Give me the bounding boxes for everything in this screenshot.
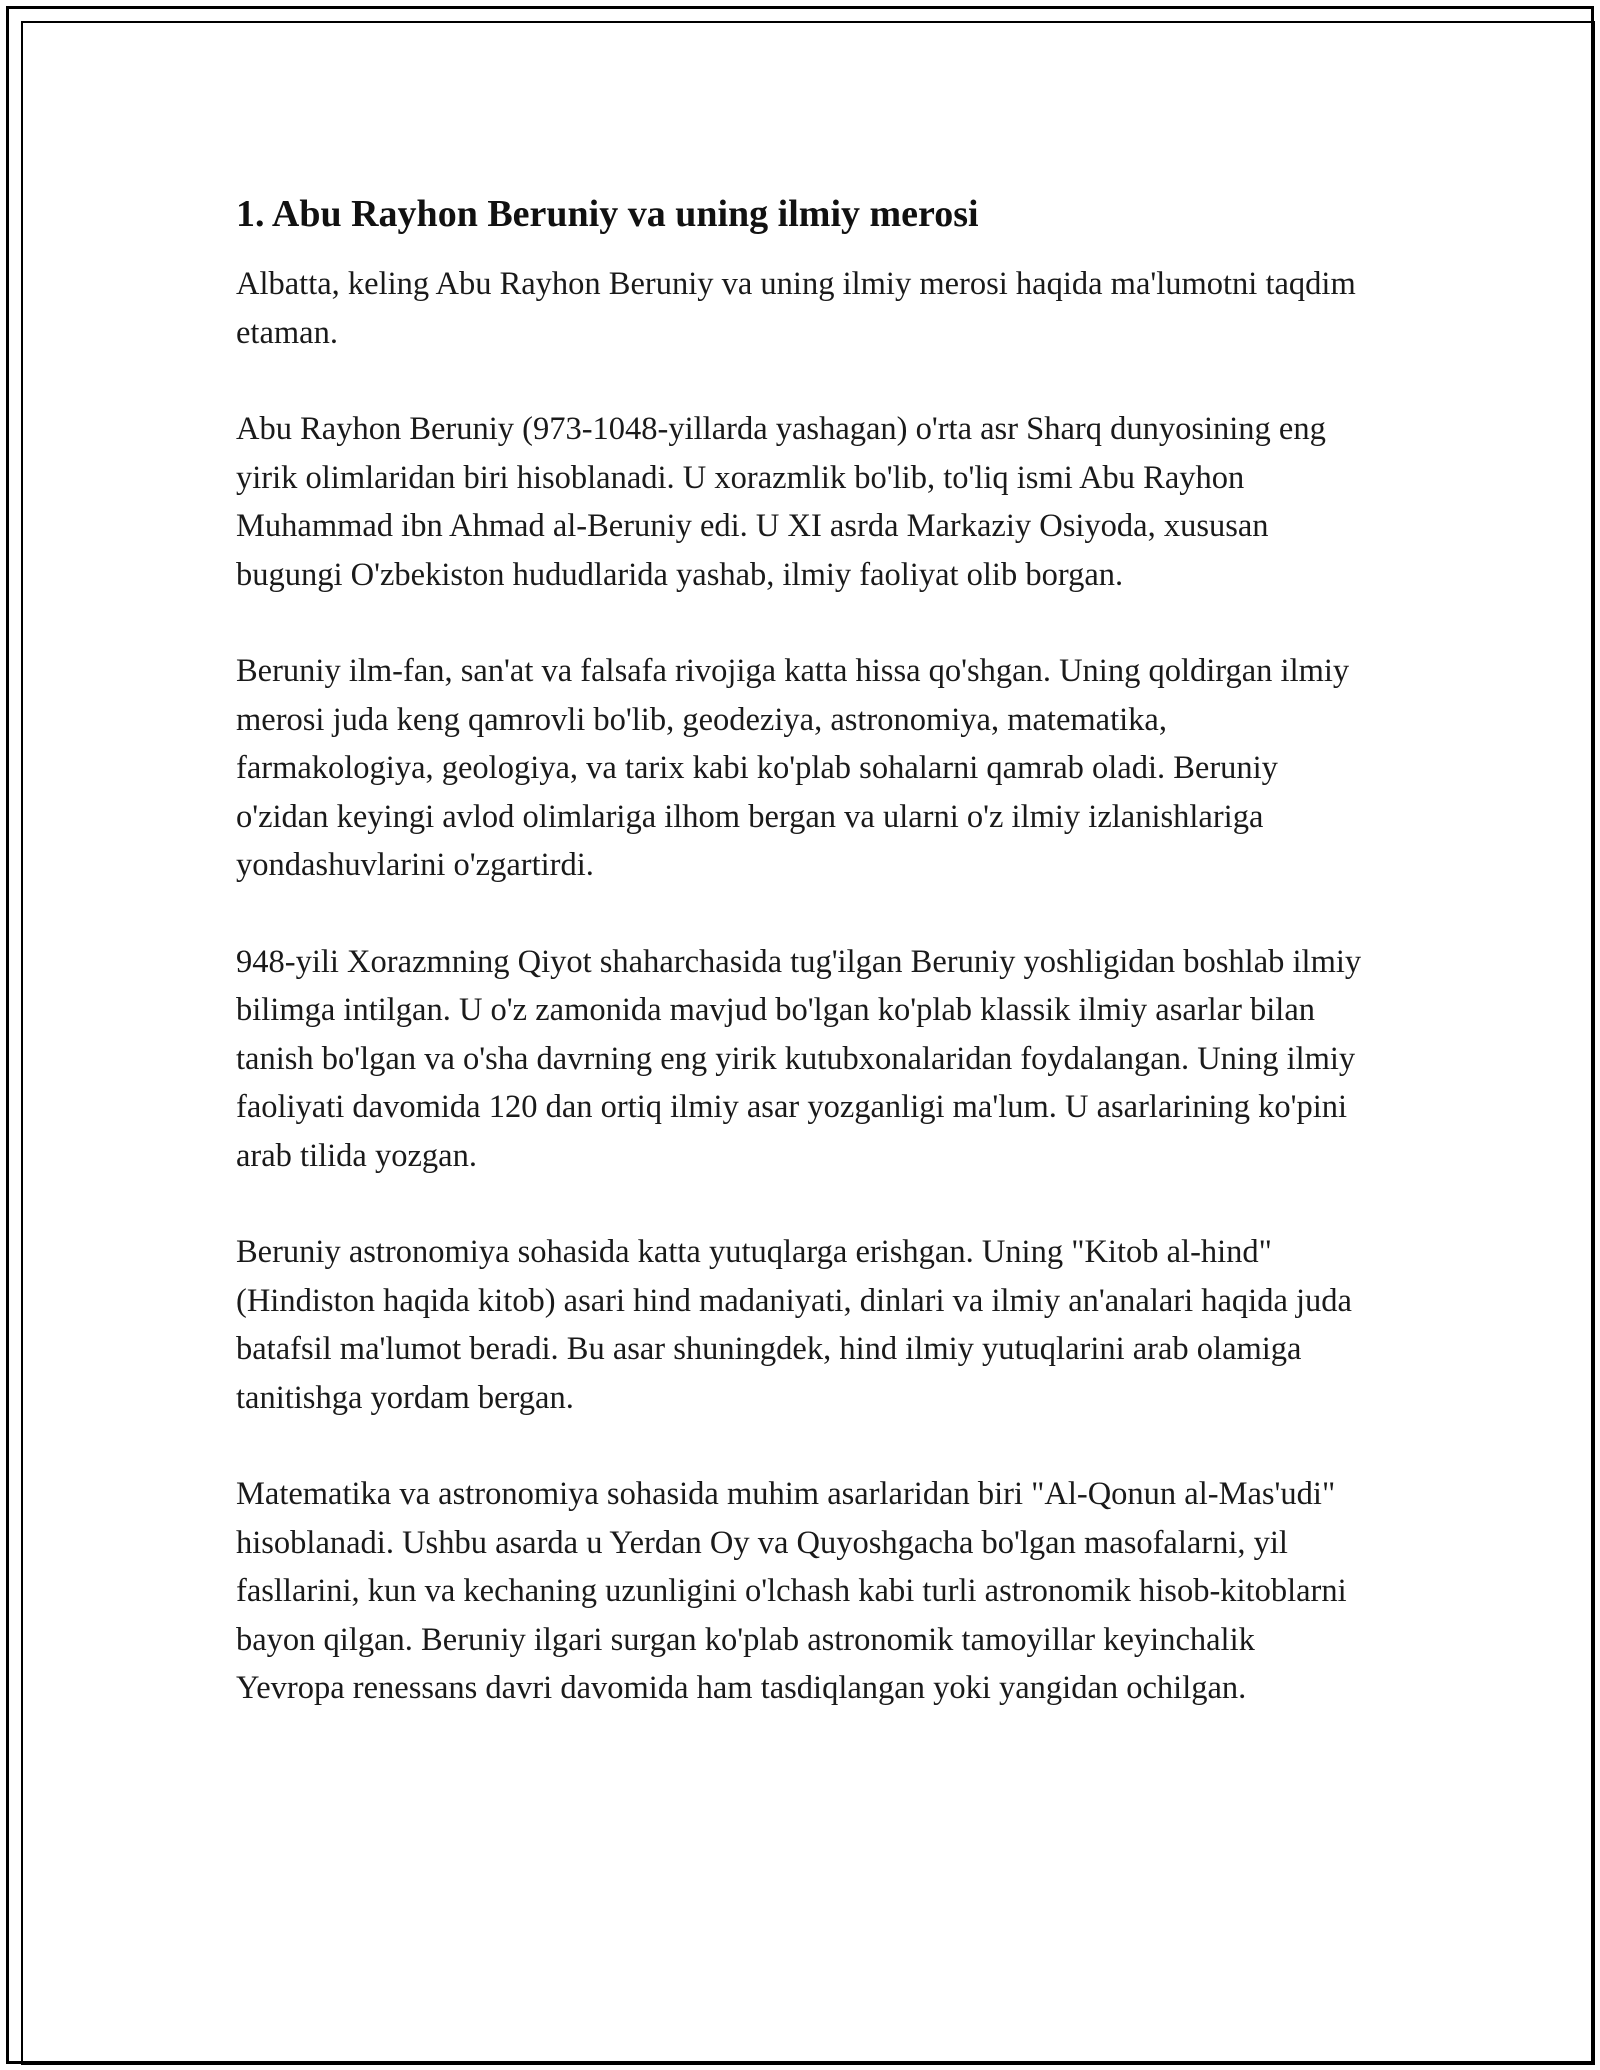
- paragraph-biography: Abu Rayhon Beruniy (973-1048-yillarda yashagan) o'rta asr Sharq dunyosining eng yirik olimlaridan biri hisoblanadi. U xorazmlik bo'lib, to'liq ismi Abu Rayhon Muhammad ibn Ahmad al-Beruniy edi. U XI asrda Markaziy Osiyoda, xususan bugungi O'zbekiston hududlarida yashab, ilmiy faoliyat olib borgan.: [236, 411, 1326, 593]
- paragraph-legacy: Beruniy ilm-fan, san'at va falsafa rivojiga katta hissa qo'shgan. Uning qoldirgan ilmiy merosi juda keng qamrovli bo'lib, geodeziya, astronomiya, matematika, farmakologiya, geologiya, va tarix kabi ko'plab sohalarni qamrab oladi. Beruniy o'zidan keyingi avlod olimlariga ilhom bergan va ularni o'z ilmiy izlanishlariga yondashuvlarini o'zgartirdi.: [236, 653, 1350, 883]
- document-title: 1. Abu Rayhon Beruniy va uning ilmiy merosi: [236, 193, 979, 235]
- paragraph-kitob-al-hind: Beruniy astronomiya sohasida katta yutuqlarga erishgan. Uning "Kitob al-hind" (Hindiston haqida kitob) asari hind madaniyati, dinlari va ilmiy an'analari haqida juda batafsil ma'lumot beradi. Bu asar shuningdek, hind ilmiy yutuqlarini arab olamiga tanitishga yordam bergan.: [236, 1234, 1352, 1416]
- paragraph-intro: Albatta, keling Abu Rayhon Beruniy va uning ilmiy merosi haqida ma'lumotni taqdim etaman.: [236, 266, 1356, 351]
- paragraph-early-life: 948-yili Xorazmning Qiyot shaharchasida tug'ilgan Beruniy yoshligidan boshlab ilmiy bilimga intilgan. U o'z zamonida mavjud bo'lgan ko'plab klassik ilmiy asarlar bilan tanish bo'lgan va o'sha davrning eng yirik kutubxonalaridan foydalangan. Uning ilmiy faoliyati davomida 120 dan ortiq ilmiy asar yozganligi ma'lum. U asarlarining ko'pini arab tilida yozgan.: [236, 943, 1362, 1174]
- paragraph-al-qonun: Matematika va astronomiya sohasida muhim asarlaridan biri "Al-Qonun al-Mas'udi" hisoblanadi. Ushbu asarda u Yerdan Oy va Quyoshgacha bo'lgan masofalarni, yil fasllarini, kun va kechaning uzunligini o'lchash kabi turli astronomik hisob-kitoblarni bayon qilgan. Beruniy ilgari surgan ko'plab astronomik tamoyillar keyinchalik Yevropa renessans davri davomida ham tasdiqlangan yoki yangidan ochilgan.: [236, 1476, 1347, 1706]
- document-body: [236, 186, 1366, 1761]
